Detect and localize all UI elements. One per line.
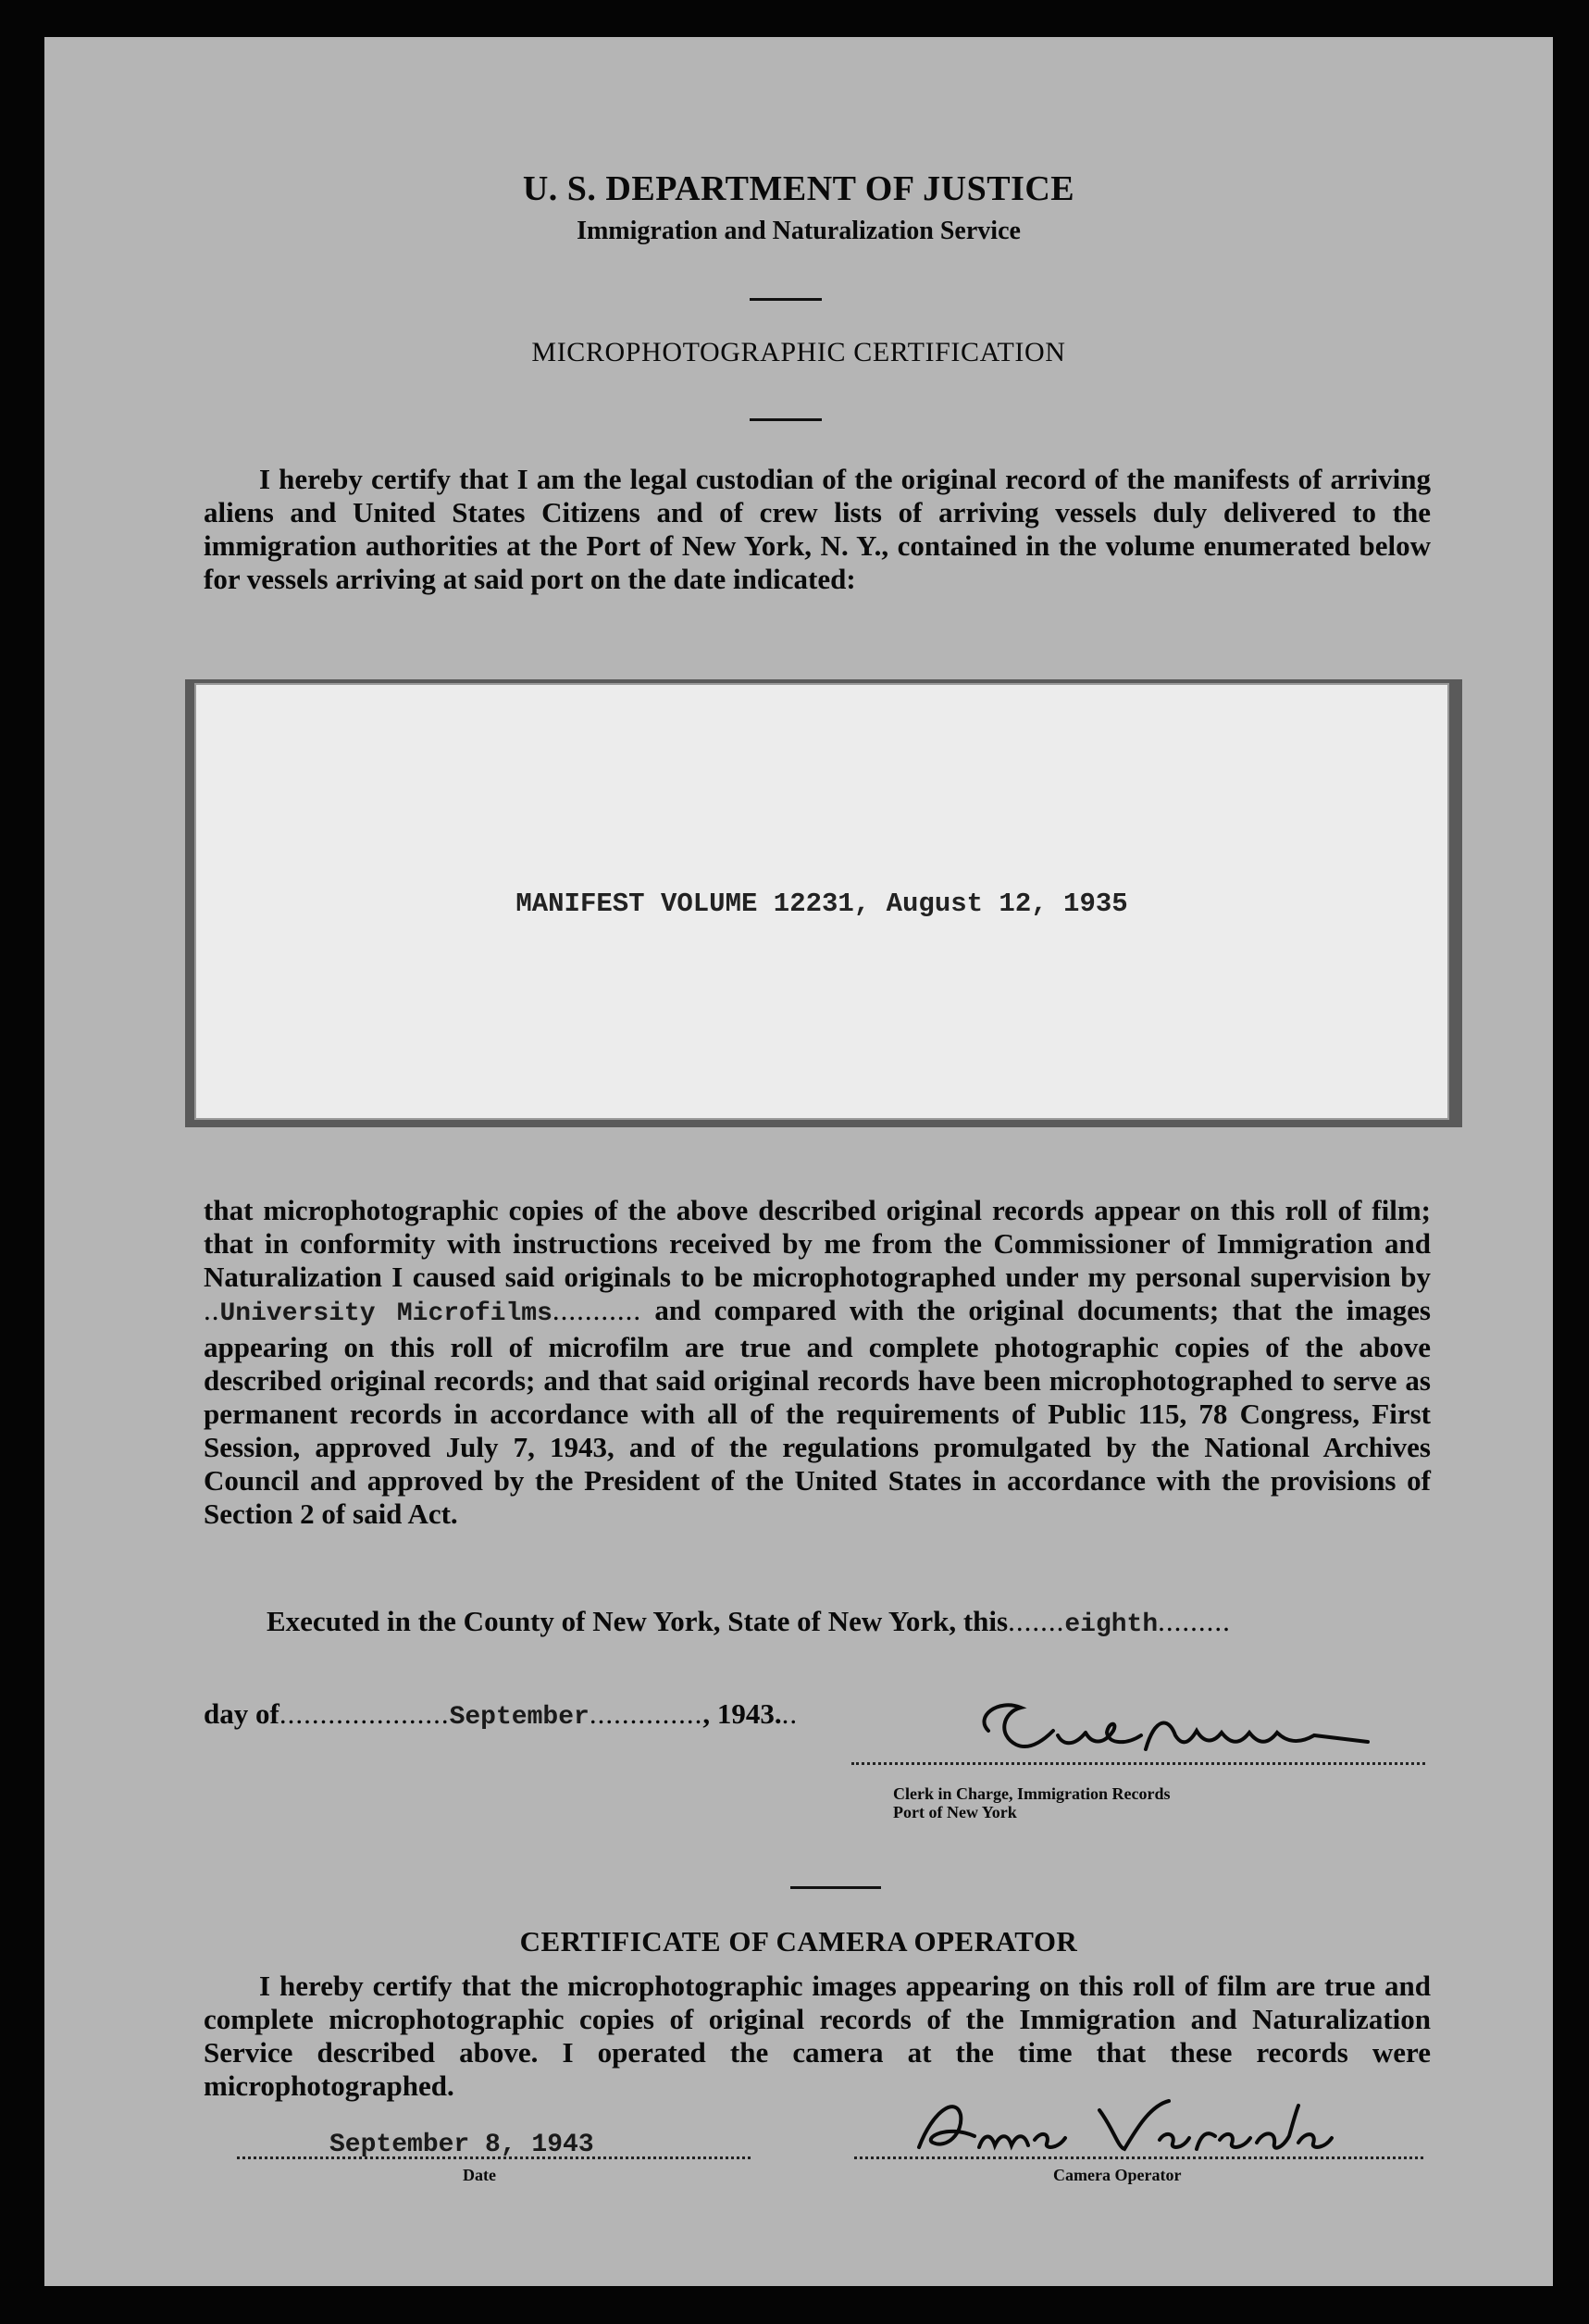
clerk-title-line1: Clerk in Charge, Immigration Records [893,1784,1171,1803]
service-subheading: Immigration and Naturalization Service [577,217,1021,245]
operator-certificate-title: CERTIFICATE OF CAMERA OPERATOR [519,1925,1078,1957]
certification-text-part2: and compared with the original documents; that the images appearing on this roll of microfilm are true and complete photographic copies of the above described original records; and that said original records have been microphotographed to serve as permanent records in accordance with all of the requirements of Public 115, 78 Congress, First Session, approved July 7, 1943, and of the regulations promulgated by the National Archives Council and approved by the President of the United States in accordance with the provisions of Section 2 of said Act. [204,1294,1431,1530]
executed-prefix: Executed in the County of New York, State of New York, this [267,1605,1009,1637]
camera-operator-label: Camera Operator [1053,2166,1182,2184]
certification-text-part1: that microphotographic copies of the above described original records appear on this roll of film; that in conformity with instructions received by me from the Commissioner of Immigration and Naturalization I caused said originals to be microphotographed under my personal supervision by [204,1194,1431,1293]
fill-dots: ..................... [279,1697,450,1730]
divider-rule [750,298,822,301]
date-line [204,1697,798,1732]
fill-dots: .. [204,1294,220,1326]
day-of-label: day of [204,1697,279,1730]
clerk-title [893,1784,1170,1821]
execution-day-value: eighth [1064,1610,1159,1639]
form-title: MICROPHOTOGRAPHIC CERTIFICATION [531,337,1066,367]
divider-rule [750,418,822,421]
certificate-page [44,37,1553,2286]
clerk-signature [970,1694,1377,1768]
microfilm-company-value: University Microfilms [219,1299,552,1328]
fill-dots: ....... [1008,1605,1065,1637]
execution-month-value: September [449,1703,590,1732]
department-heading: U. S. DEPARTMENT OF JUSTICE [522,169,1075,208]
intro-paragraph: I hereby certify that I am the legal custodian of the original record of the manifests of arriving aliens and United States Citizens and of crew lists of arriving vessels duly delivered to the immigration authorities at the Port of New York, N. Y., contained in the volume enumerated below for vessels arriving at said port on the date indicated: [204,463,1431,595]
operator-date-value: September 8, 1943 [329,2131,594,2159]
operator-certificate-paragraph: I hereby certify that the microphotographic images appearing on this roll of film are true and complete microphotographic copies of original records of the Immigration and Naturalization Service described above. I operated the camera at the time that these records were microphotographed. [204,1970,1431,2102]
manifest-volume-card [194,683,1449,1120]
execution-year: , 1943. [702,1697,782,1730]
manifest-volume-text: MANIFEST VOLUME 12231, August 12, 1935 [515,889,1128,919]
fill-dots: .. [781,1697,799,1730]
fill-dots: .............. [589,1697,703,1730]
date-label: Date [463,2166,496,2184]
executed-line [267,1605,1231,1639]
fill-dots: ........... [552,1294,642,1326]
clerk-title-line2: Port of New York [893,1803,1017,1821]
divider-rule [790,1886,881,1889]
certification-paragraph [204,1194,1431,1531]
fill-dots: ......... [1158,1605,1231,1637]
operator-signature [882,2092,1363,2166]
